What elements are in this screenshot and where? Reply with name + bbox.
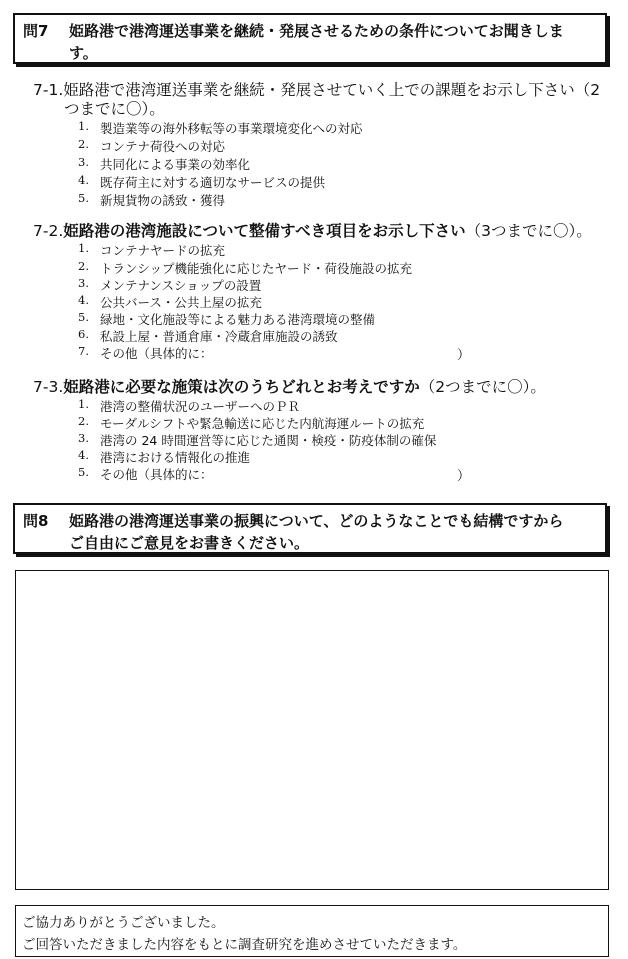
question-7-header — [13, 13, 607, 64]
section-7-3-title-rest: （2つまでに〇）。 — [419, 378, 546, 396]
section-7-3-number: 7-3. — [33, 378, 64, 396]
question-8-text-line2: ご自由にご意見をお書きください。 — [69, 534, 310, 552]
section-7-1-title-text: 姫路港で港湾運送事業を継続・発展させていく上での課題をお示し下さい（2 — [63, 81, 601, 99]
section-7-1-number: 7-1. — [33, 81, 64, 99]
free-comment-answer-box[interactable] — [15, 570, 609, 890]
section-7-2-number: 7-2. — [33, 222, 64, 240]
question-8-text-line1: 姫路港の港湾運送事業の振興について、どのようなことでも結構ですから — [69, 512, 564, 530]
section-7-3-title-bold: 姫路港に必要な施策は次のうちどれとお考えですか — [63, 378, 420, 396]
other-close-paren-7-2: ） — [457, 348, 471, 363]
section-7-2-title-rest: （3つまでに〇）。 — [465, 222, 592, 240]
question-8-header — [13, 503, 607, 554]
section-7-1-title-cont: つまでに〇）。 — [64, 100, 165, 118]
section-7-3-title — [33, 375, 546, 397]
thanks-message-box — [15, 905, 609, 957]
thanks-line2: ご回答いただきました内容をもとに調査研究を進めさせていただきます。 — [22, 937, 467, 953]
section-7-2-title-bold: 姫路港の港湾施設について整備すべき項目をお示し下さい — [63, 222, 466, 240]
section-7-2-title — [33, 219, 592, 241]
question-7-number: 問7 — [23, 22, 49, 40]
question-7-text-line1: 姫路港で港湾運送事業を継続・発展させるための条件についてお聞きしま — [69, 22, 564, 40]
thanks-line1: ご協力ありがとうございました。 — [22, 915, 225, 931]
question-7-text-line2: す。 — [69, 44, 98, 62]
other-close-paren-7-3: ） — [457, 469, 471, 484]
question-8-number: 問8 — [23, 512, 49, 530]
